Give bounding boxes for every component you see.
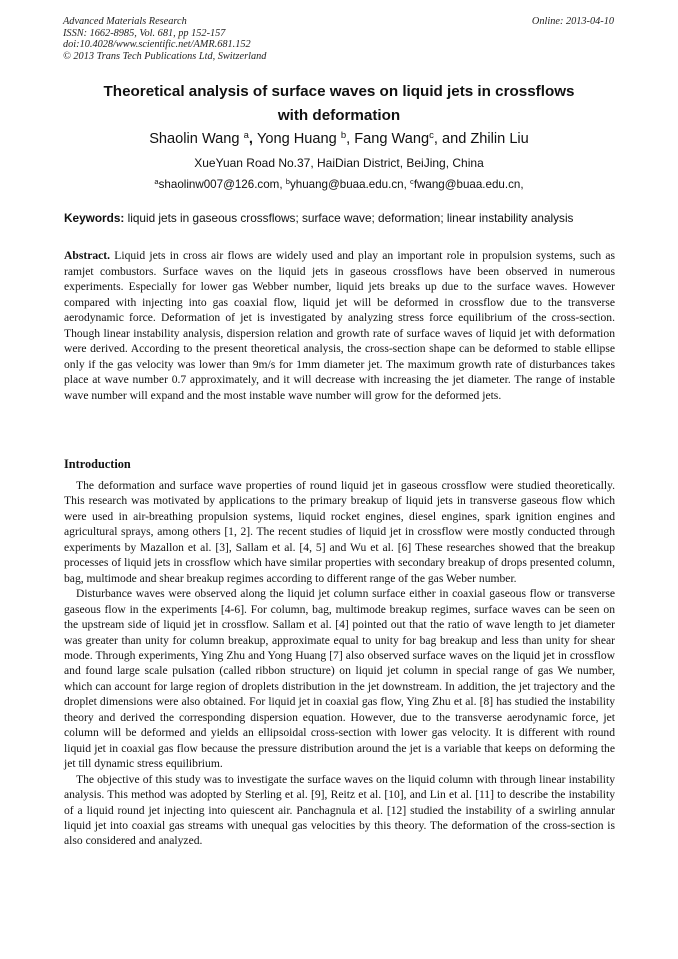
email-address: shaolinw007@126.com, xyxy=(158,178,286,191)
author-list xyxy=(60,130,618,148)
keywords xyxy=(64,211,624,226)
affiliation-address: XueYuan Road No.37, HaiDian District, BeiJing, China xyxy=(194,156,484,170)
section-heading-introduction: Introduction xyxy=(64,457,131,471)
copyright-line: © 2013 Trans Tech Publications Ltd, Switzerland xyxy=(63,50,267,62)
author-affiliation-mark: a xyxy=(243,129,249,141)
abstract-label: Abstract. xyxy=(64,249,111,262)
online-date: Online: 2013-04-10 xyxy=(531,16,614,27)
paragraph: The objective of this study was to investigate the surface waves on the liquid column with through linear instability analysis. This method was adopted by Sterling et al. [9], Reitz et al. [10], and Lin et al. [11] to describe the instability of a liquid round jet injecting into quiescent air. Panchagnula et al. [12] studied the instability of a swirling annular liquid jet into coaxial gas streams with unequal gas velocities by this theory. The deformation of the cross-section is also considered and analyzed. xyxy=(64,772,615,848)
paragraph: Disturbance waves were observed along the liquid jet column surface either in coaxial gaseous flow or transverse gaseous flow in the experiments [4-6]. For column, bag, multimode breakup regimes, surface waves can be seen on the upstream side of liquid jet in crossflow. Sallam et al. [4] pointed out that the ratio of wave length to jet diameter was greater than unity for column breakup, approximate equal to unity for bag breakup and less than unity for shear mode. Through experiments, Ying Zhu and Yong Huang [7] also observed surface waves on the liquid jet in crossflow and found large scale pulsation (called ribbon structure) on liquid jet column in special range of gas We number, which can account for large region of droplets distribution in the jet downstream. In addition, the jet trajectory and the droplet dimensions were also obtained. For liquid jet in coaxial gas flow, Ying Zhu et al. [8] has studied the instability theory and derived the corresponding dispersion equation. However, due to the transverse aerodynamic force, jet column will be deformed and yields an ellipsoidal cross-section with lower gas velocity. It is different with round liquid jet in coaxial gas flow because the pressure distribution around the jet is a variable that keeps on deforming the jet till dynamic stress equilibrium. xyxy=(64,587,615,771)
email-address: yhuang@buaa.edu.cn, xyxy=(289,178,411,191)
keywords-text: liquid jets in gaseous crossflows; surface wave; deformation; linear instability analysis xyxy=(124,211,574,225)
title-line-1: Theoretical analysis of surface waves on liquid jets in crossflows xyxy=(103,83,575,100)
paragraph: The deformation and surface wave properties of round liquid jet in gaseous crossflow were studied theoretically. This research was motivated by applications to the primary breakup of liquid jets in transverse gaseous flow which were used in air-breathing propulsion systems, liquid rocket engines, diesel engines, spark ignition engines and agricultural sprays, among others [1, 2]. The recent studies of liquid jet in crossflow were mostly conducted through experiments by Mazallon et al. [3], Sallam et al. [4, 5] and Wu et al. [6] These researches showed that the breakup processes of liquid jets in crossflow which have similar properties with secondary breakup of drops presented column, bag, multimode and shear breakup regimes according to different range of the gas Weber number. xyxy=(64,479,615,585)
author-name: Yong Huang xyxy=(256,131,341,147)
author-affiliation-mark: b xyxy=(340,129,347,141)
email-mark: c xyxy=(410,176,414,186)
abstract-text: Liquid jets in cross air flows are widely used and play an important role in propulsion systems, such as ramjet combustors. Surface waves on the liquid jets in gaseous crossflows have been observed in numerous experiments. Especially for lower gas Webber number, liquid jets breaks up due to the surface waves. However compared with injecting into gas coaxial flow, liquid jet will be deformed in crossflow due to the transverse aerodynamic force. Deformation of jet is investigated by analyzing stress force equilibrium of the cross-section. Though linear instability analysis, dispersion relation and growth rate of surface waves of liquid jet with deformation were derived. According to the present theoretical analysis, the cross-section shape can be deformed to stable ellipse only if the gas velocity was lower than 9m/s for 1mm diameter jet. The maximum growth rate of disturbances takes place at wave number 0.7 approximately, and it will decrease with increasing the jet diameter. The range of instable wave number will expand and the most instable wave number will grow for the deformed jets. xyxy=(64,249,615,402)
title-line-2: with deformation xyxy=(277,107,401,124)
doi-line: doi:10.4028/www.scientific.net/AMR.681.152 xyxy=(63,39,251,50)
author-separator: , xyxy=(248,131,257,147)
email-address: fwang@buaa.edu.cn, xyxy=(413,178,524,191)
author-name: Fang Wang xyxy=(354,131,430,147)
email-mark: a xyxy=(154,176,159,186)
issn-line: ISSN: 1662-8985, Vol. 681, pp 152-157 xyxy=(63,27,226,39)
author-emails xyxy=(60,177,618,192)
email-mark: b xyxy=(285,176,290,186)
author-separator: , and xyxy=(433,131,471,147)
abstract xyxy=(64,248,615,403)
paper-title xyxy=(60,80,618,128)
author-affiliation-mark: c xyxy=(429,129,434,141)
author-name: Zhilin Liu xyxy=(470,131,529,147)
author-name: Shaolin Wang xyxy=(149,131,244,147)
keywords-label: Keywords: xyxy=(64,211,125,225)
journal-header xyxy=(63,16,266,62)
author-separator: , xyxy=(346,131,355,147)
journal-name: Advanced Materials Research xyxy=(63,16,187,27)
introduction-body xyxy=(64,478,615,849)
